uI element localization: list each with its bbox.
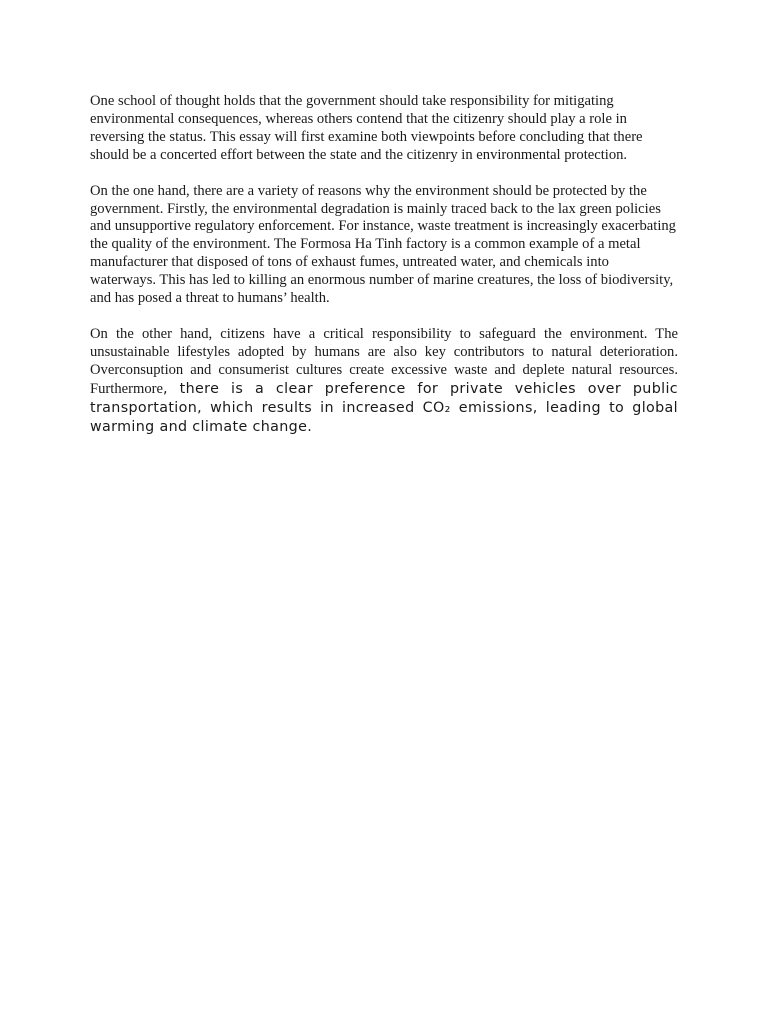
- paragraph-government-view: On the one hand, there are a variety of reasons why the environment should be protected by the government. Firstly, the environmental degradation is mainly traced back to the lax green policies and unsupportive regulatory enforcement. For instance, waste treatment is increasingly exacerbating the quality of the environment. The Formosa Ha Tinh factory is a common example of a metal manufacturer that disposed of tons of exhaust fumes, untreated water, and chemicals into waterways. This has led to killing an enormous number of marine creatures, the loss of biodiversity, and has posed a threat to humans’ health.: [90, 182, 676, 307]
- paragraph-citizen-view-sans-run: , there is a clear preference for private vehicles over public transportation, which results in increased CO₂ emissions, leading to global warming and climate change.: [90, 380, 678, 435]
- essay-body: [90, 93, 678, 454]
- paragraph-citizen-view: [90, 326, 678, 436]
- paragraph-introduction: One school of thought holds that the government should take responsibility for mitigating environmental consequences, whereas others contend that the citizenry should play a role in reversing the status. This essay will first examine both viewpoints before concluding that there should be a concerted effort between the state and the citizenry in environmental protection.: [90, 93, 643, 163]
- paragraph-citizen-view-serif-run: On the other hand, citizens have a critical responsibility to safeguard the environment. The unsustainable lifestyles adopted by humans are also key contributors to natural deterioration. Overconsuption and consumerist cultures create excessive waste and deplete natural resources. Furthermore: [90, 325, 678, 397]
